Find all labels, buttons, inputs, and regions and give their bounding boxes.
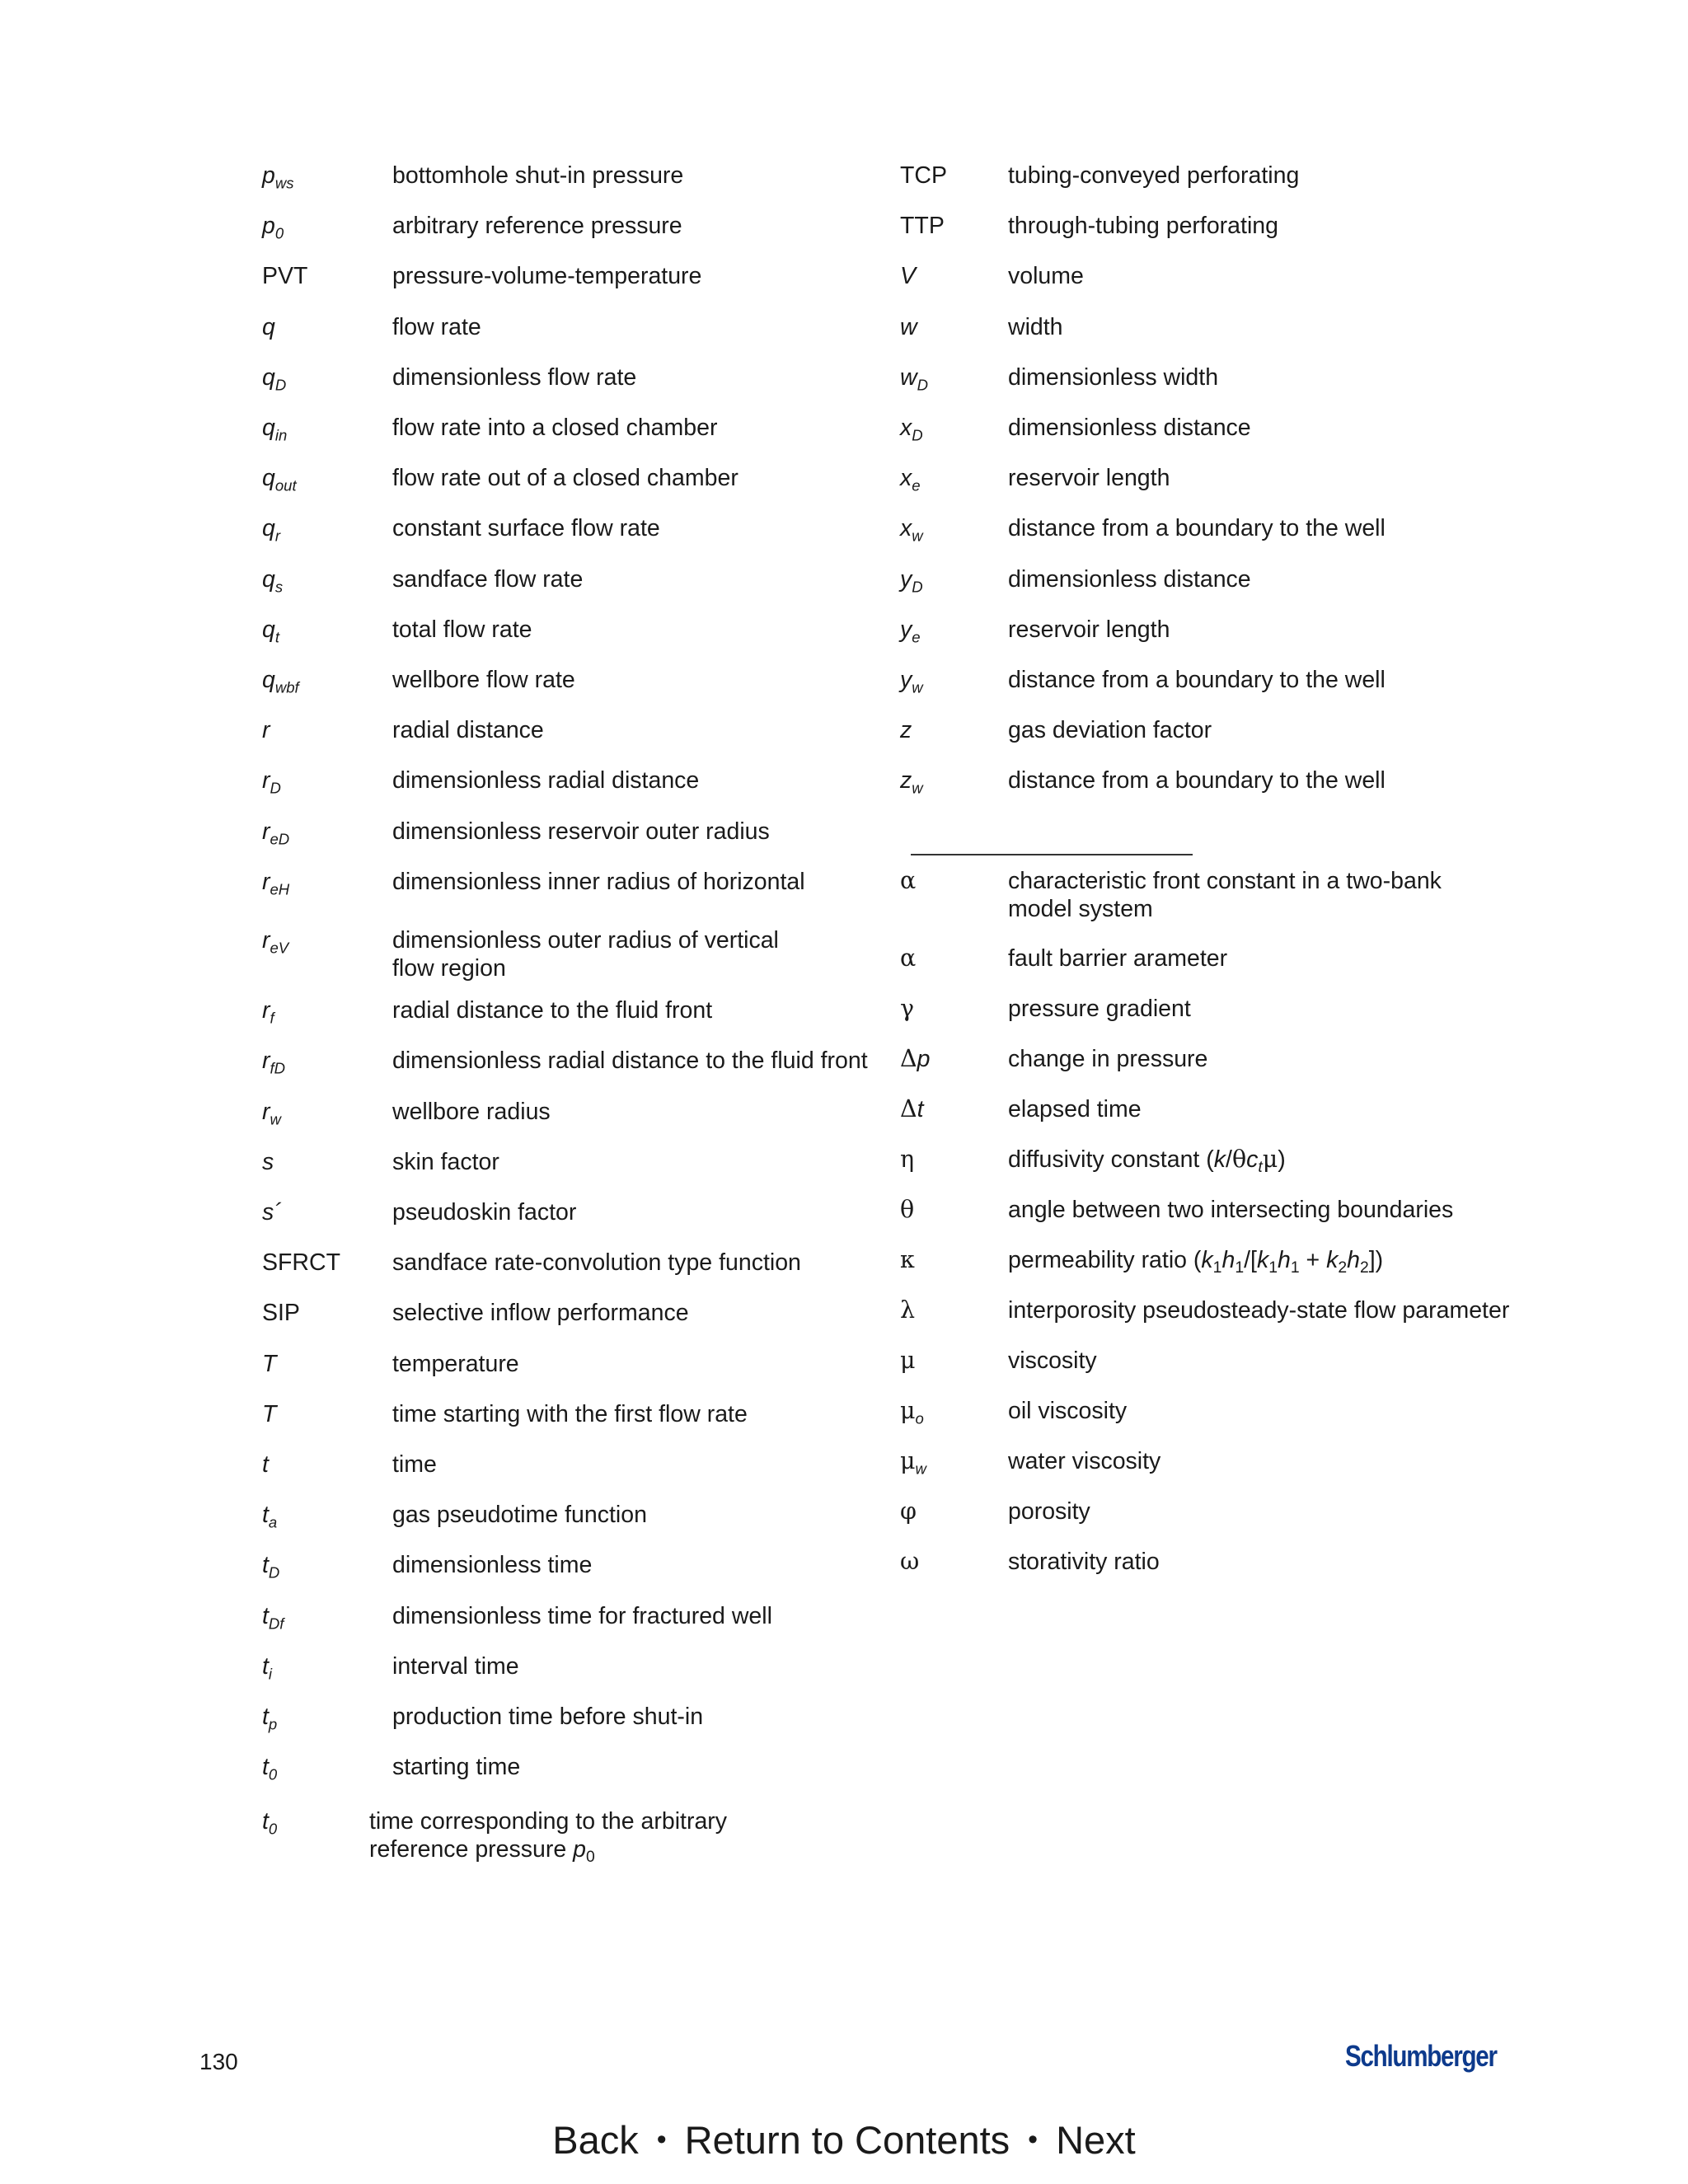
right-definition: reservoir length bbox=[1008, 465, 1170, 492]
right-symbol: $y_w$ bbox=[900, 667, 923, 696]
greek-symbol: $\mu_o$ bbox=[900, 1397, 924, 1427]
section-divider bbox=[911, 854, 1193, 855]
left-definition: sandface rate-convolution type function bbox=[392, 1249, 801, 1277]
right-symbol: $z_w$ bbox=[900, 767, 923, 797]
left-symbol: $p_{ws}$ bbox=[262, 162, 294, 192]
greek-symbol: κ bbox=[900, 1246, 915, 1273]
left-symbol: $t_D$ bbox=[262, 1552, 280, 1582]
left-definition: starting time bbox=[392, 1754, 521, 1781]
right-symbol: TTP bbox=[900, 213, 945, 240]
left-symbol: SFRCT bbox=[262, 1249, 340, 1277]
right-symbol: $x_D$ bbox=[900, 415, 923, 444]
back-link[interactable]: Back bbox=[552, 2118, 639, 2162]
left-definition: constant surface flow rate bbox=[392, 515, 660, 542]
greek-symbol: φ bbox=[900, 1497, 917, 1525]
right-symbol: $y_D$ bbox=[900, 565, 923, 596]
left-definition: dimensionless flow rate bbox=[392, 363, 637, 391]
left-definition: temperature bbox=[392, 1350, 519, 1377]
left-definition: flow rate out of a closed chamber bbox=[392, 465, 738, 492]
greek-symbol: η bbox=[900, 1146, 915, 1173]
left-symbol: $r_w$ bbox=[262, 1098, 281, 1128]
right-definition: tubing-conveyed perforating bbox=[1008, 162, 1300, 189]
left-definition: arbitrary reference pressure bbox=[392, 213, 682, 240]
left-symbol: $q_{in}$ bbox=[262, 415, 288, 444]
greek-definition: storativity ratio bbox=[1008, 1549, 1160, 1575]
nav-separator: • bbox=[656, 2124, 667, 2155]
right-symbol: $y_e$ bbox=[900, 616, 921, 646]
greek-symbol: α bbox=[900, 944, 917, 972]
left-definition: radial distance to the fluid front bbox=[392, 997, 713, 1024]
left-symbol: $q_r$ bbox=[262, 515, 281, 545]
left-definition: total flow rate bbox=[392, 616, 532, 643]
left-symbol: $r_{eV}$ bbox=[262, 927, 289, 957]
left-definition: radial distance bbox=[392, 717, 544, 744]
greek-symbol: θ bbox=[900, 1196, 915, 1223]
right-definition: reservoir length bbox=[1008, 616, 1170, 643]
page-navigation bbox=[0, 2117, 1688, 2163]
greek-symbol: α bbox=[900, 867, 917, 894]
left-definition: wellbore radius bbox=[392, 1098, 551, 1125]
next-link[interactable]: Next bbox=[1056, 2118, 1136, 2162]
left-symbol: $t_0$ bbox=[262, 1754, 278, 1783]
right-symbol: $x_e$ bbox=[900, 465, 921, 494]
greek-definition: water viscosity bbox=[1008, 1448, 1161, 1474]
right-definition: width bbox=[1008, 313, 1063, 340]
right-definition: dimensionless distance bbox=[1008, 415, 1251, 441]
left-symbol: T bbox=[262, 1350, 277, 1377]
greek-definition: fault barrier arameter bbox=[1008, 945, 1228, 972]
left-symbol: $r_{fD}$ bbox=[262, 1047, 286, 1077]
right-definition: distance from a boundary to the well bbox=[1008, 515, 1386, 542]
left-symbol: $p_0$ bbox=[262, 213, 284, 242]
greek-definition: change in pressure bbox=[1008, 1046, 1208, 1072]
right-symbol: V bbox=[900, 263, 917, 290]
left-definition: sandface flow rate bbox=[392, 565, 584, 593]
right-symbol: $x_w$ bbox=[900, 515, 923, 545]
left-symbol: r bbox=[262, 717, 270, 744]
left-definition: time starting with the first flow rate bbox=[392, 1400, 748, 1427]
left-symbol: $q_s$ bbox=[262, 565, 284, 596]
right-symbol: w bbox=[900, 313, 917, 340]
right-symbol: z bbox=[900, 717, 912, 744]
return-to-contents-link[interactable]: Return to Contents bbox=[684, 2118, 1010, 2162]
greek-definition: pressure gradient bbox=[1008, 996, 1191, 1022]
page-number: 130 bbox=[199, 2049, 238, 2074]
left-symbol: T bbox=[262, 1400, 277, 1427]
left-symbol: s bbox=[262, 1148, 274, 1175]
left-definition: flow rate into a closed chamber bbox=[392, 415, 718, 441]
left-symbol: $t_0$ bbox=[262, 1808, 278, 1838]
left-symbol: $q_{out}$ bbox=[262, 465, 297, 494]
left-symbol: $q_t$ bbox=[262, 616, 280, 646]
left-symbol: $t_a$ bbox=[262, 1502, 278, 1531]
greek-symbol: λ bbox=[900, 1296, 916, 1324]
left-definition: flow rate bbox=[392, 313, 481, 340]
left-symbol: q bbox=[262, 313, 275, 340]
left-definition: dimensionless inner radius of horizontal bbox=[392, 868, 805, 895]
left-definition: dimensionless radial distance bbox=[392, 767, 700, 794]
left-symbol: $r_f$ bbox=[262, 997, 274, 1027]
right-definition: volume bbox=[1008, 263, 1084, 290]
greek-definition: angle between two intersecting boundaries bbox=[1008, 1197, 1454, 1223]
left-symbol: $r_D$ bbox=[262, 767, 281, 797]
left-definition: interval time bbox=[392, 1652, 519, 1680]
left-definition: dimensionless time bbox=[392, 1552, 593, 1579]
greek-symbol: Δp bbox=[900, 1045, 931, 1072]
left-definition: wellbore flow rate bbox=[392, 667, 575, 693]
left-symbol: $t_i$ bbox=[262, 1652, 273, 1683]
greek-definition: characteristic front constant in a two-bank model system bbox=[1008, 868, 1442, 922]
left-definition: skin factor bbox=[392, 1148, 499, 1175]
left-definition: dimensionless time for fractured well bbox=[392, 1602, 772, 1629]
greek-definition: oil viscosity bbox=[1008, 1398, 1128, 1424]
right-definition: distance from a boundary to the well bbox=[1008, 667, 1386, 693]
greek-symbol: μ bbox=[900, 1347, 916, 1374]
left-definition: dimensionless outer radius of vertical flow region bbox=[392, 927, 779, 982]
left-definition: pressure-volume-temperature bbox=[392, 263, 702, 290]
greek-symbol: ω bbox=[900, 1548, 920, 1575]
left-symbol: $t_{Df}$ bbox=[262, 1602, 284, 1633]
left-definition: time corresponding to the arbitrary reference pressure $p_0$ bbox=[369, 1808, 728, 1866]
greek-symbol: Δt bbox=[900, 1095, 924, 1122]
left-definition: selective inflow performance bbox=[392, 1300, 689, 1327]
left-definition: pseudoskin factor bbox=[392, 1199, 577, 1226]
left-symbol: $r_{eH}$ bbox=[262, 868, 290, 898]
right-symbol: TCP bbox=[900, 162, 947, 189]
left-symbol: $t_p$ bbox=[262, 1704, 278, 1733]
left-symbol: $q_D$ bbox=[262, 363, 287, 394]
greek-definition: elapsed time bbox=[1008, 1096, 1142, 1122]
greek-definition: porosity bbox=[1008, 1498, 1090, 1525]
greek-symbol: γ bbox=[900, 995, 915, 1022]
left-definition: bottomhole shut-in pressure bbox=[392, 162, 684, 189]
greek-definition: viscosity bbox=[1008, 1347, 1097, 1374]
schlumberger-logo: Schlumberger bbox=[1345, 2039, 1497, 2073]
right-definition: dimensionless distance bbox=[1008, 565, 1251, 593]
left-definition: dimensionless radial distance to the fluid front bbox=[392, 1047, 868, 1075]
left-symbol: SIP bbox=[262, 1300, 300, 1327]
left-definition: gas pseudotime function bbox=[392, 1502, 647, 1529]
left-symbol: s´ bbox=[262, 1199, 282, 1226]
right-symbol: $w_D$ bbox=[900, 363, 928, 394]
left-definition: production time before shut-in bbox=[392, 1704, 704, 1730]
greek-symbol: $\mu_w$ bbox=[900, 1447, 926, 1478]
greek-definition: interporosity pseudosteady-state flow parameter bbox=[1008, 1297, 1510, 1324]
left-symbol: $q_{wbf}$ bbox=[262, 667, 299, 696]
left-symbol: $r_{eD}$ bbox=[262, 818, 290, 848]
left-definition: time bbox=[392, 1451, 437, 1478]
greek-definition: permeability ratio $(k_1h_1/[k_1h_1 + k_2h_2])$ bbox=[1008, 1247, 1384, 1277]
left-symbol: PVT bbox=[262, 263, 308, 290]
nav-separator: • bbox=[1028, 2124, 1039, 2155]
right-definition: through-tubing perforating bbox=[1008, 213, 1278, 240]
left-symbol: t bbox=[262, 1451, 269, 1478]
right-definition: distance from a boundary to the well bbox=[1008, 767, 1386, 794]
greek-definition: diffusivity constant $(k/\theta c_t\mu)$ bbox=[1008, 1146, 1286, 1176]
right-definition: gas deviation factor bbox=[1008, 717, 1212, 744]
right-definition: dimensionless width bbox=[1008, 363, 1219, 391]
left-definition: dimensionless reservoir outer radius bbox=[392, 818, 770, 845]
